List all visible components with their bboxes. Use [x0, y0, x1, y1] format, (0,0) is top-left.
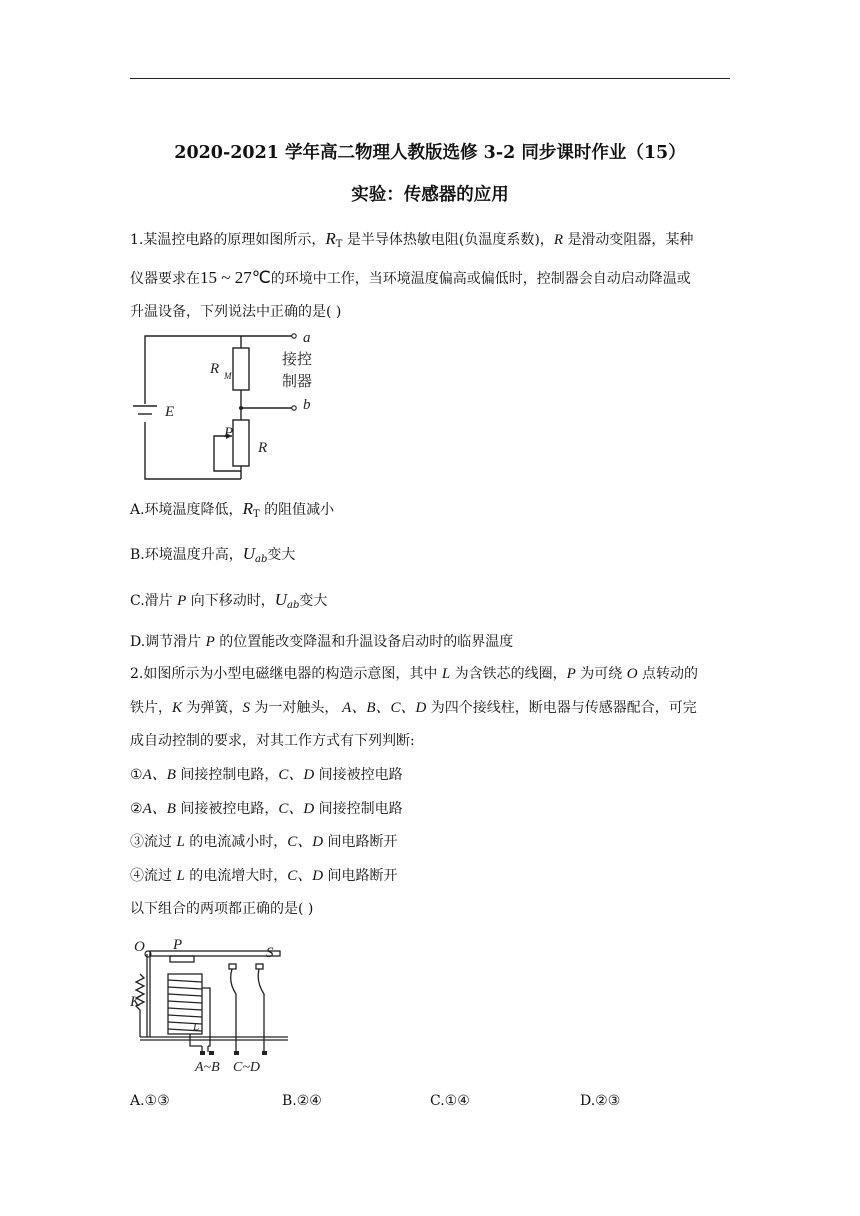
q2-var: A、B、C、D: [338, 700, 427, 716]
q2-line-1: [130, 664, 740, 684]
q1-option-c-text: C.滑片: [130, 593, 178, 609]
q2-line-3: 成自动控制的要求，对其工作方式有下列判断:: [130, 733, 415, 749]
q1-option-d: [130, 632, 740, 652]
label-k: K: [130, 994, 141, 1010]
q1-var-r: R: [325, 229, 336, 248]
label-controller-1: 接控: [282, 350, 313, 368]
q2-s-text: 的电流减小时，: [184, 834, 288, 850]
q2-s-text: 间接被控电路: [314, 767, 403, 783]
q2-line-2: [130, 698, 740, 718]
q2-s-text: 间电路断开: [323, 868, 398, 884]
q1-option-a-text2: 的阻值减小: [264, 502, 335, 518]
label-cd: C~D: [233, 1060, 261, 1075]
q1-line-1: [130, 229, 740, 255]
q2-text: 为可绕: [575, 666, 627, 682]
q1-option-a-var: R: [242, 499, 253, 518]
q1-option-a-text: A.环境温度降低，: [130, 502, 243, 518]
q1-option-a: [130, 499, 740, 525]
q1-text: 是半导体热敏电阻(负温度系数)，: [346, 232, 554, 248]
q1-option-b-text: B.环境温度升高，: [130, 547, 243, 563]
q2-var: S: [242, 700, 250, 716]
q2-relay-figure: [128, 934, 298, 1076]
q2-statement-2: [130, 799, 740, 819]
q2-statement-3: [130, 832, 740, 852]
label-o: O: [134, 939, 145, 955]
q1-option-d-p: P: [205, 634, 215, 650]
q2-text: 为一对触头，: [249, 700, 339, 716]
page-title: 2020-2021 学年高二物理人教版选修 3-2 同步课时作业（15）: [174, 143, 686, 163]
q2-text: 为四个接线柱，断电器与传感器配合，可完: [426, 700, 697, 716]
label-rm: R: [210, 361, 220, 377]
q1-text: 是滑动变阻器，某种: [567, 232, 694, 248]
q2-var: O: [626, 666, 638, 682]
label-r: R: [258, 440, 268, 456]
q2-s-var: L: [176, 868, 185, 884]
q1-option-a-sub: T: [252, 509, 260, 520]
q2-option-d: D.②③: [580, 1093, 621, 1109]
q1-temp-range: 15 ~ 27℃: [200, 268, 271, 287]
q2-statement-4: [130, 866, 740, 886]
q2-text: 点转动的: [637, 666, 698, 682]
label-l: L: [193, 1021, 200, 1033]
terminal-b: [292, 406, 296, 410]
q1-option-c-text3: 变大: [299, 593, 328, 609]
q2-text: 为弹簧，: [182, 700, 243, 716]
q1-option-d-text: D.调节滑片: [130, 634, 206, 650]
q2-option-c: C.①④: [430, 1093, 470, 1109]
q2-statement-1: [130, 765, 740, 785]
q2-var: K: [172, 700, 183, 716]
q2-text: 铁片，: [130, 700, 172, 716]
label-e: E: [165, 404, 175, 420]
q1-option-b-var: U: [242, 544, 256, 563]
q2-text: 2.如图所示为小型电磁继电器的构造示意图，其中: [130, 666, 442, 682]
q2-s-text: 间接被控电路，: [175, 801, 279, 817]
q2-s-text: 间电路断开: [323, 834, 398, 850]
label-controller-2: 制器: [282, 372, 313, 390]
label-s: S: [266, 945, 274, 961]
q2-line-end: 以下组合的两项都正确的是( ): [130, 901, 314, 917]
q2-text: 为含铁芯的线圈，: [450, 666, 567, 682]
q2-s-var: C、D: [278, 801, 315, 817]
label-ab: A~B: [195, 1060, 220, 1075]
q2-option-a: A.①③: [130, 1093, 170, 1109]
q2-s-var: C、D: [287, 868, 324, 884]
q1-var-rr: R: [553, 232, 563, 248]
q2-s-text: 的电流增大时，: [184, 868, 288, 884]
q1-line-3: 升温设备，下列说法中正确的是( ): [130, 304, 342, 320]
q2-s-var: L: [176, 834, 185, 850]
label-p: P: [173, 937, 183, 953]
label-b: b: [303, 397, 311, 413]
label-p: P: [224, 425, 234, 441]
q1-option-c-var: U: [274, 590, 288, 609]
q2-s-var: C、D: [287, 834, 324, 850]
q2-var: L: [441, 666, 451, 682]
q1-option-c-text2: 向下移动时，: [186, 593, 275, 609]
q1-option-c-sub: ab: [287, 600, 300, 611]
q2-var: P: [566, 666, 576, 682]
q2-s-text: 间接控制电路: [314, 801, 403, 817]
q1-circuit-figure: [128, 326, 328, 484]
q1-option-b: [130, 544, 740, 570]
page-subtitle: 实验：传感器的应用: [351, 185, 509, 205]
q1-text: 1.某温控电路的原理如图所示，: [130, 232, 326, 248]
q2-s-var: A、B: [142, 767, 176, 783]
q2-s-num: ②: [130, 801, 143, 817]
label-rm-sub: M: [224, 371, 232, 381]
q1-option-b-sub: ab: [255, 554, 268, 565]
q1-text: 仪器要求在: [130, 271, 200, 287]
q1-option-c-p: P: [177, 593, 187, 609]
q2-option-b: B.②④: [282, 1093, 322, 1109]
q1-var-sub: T: [335, 239, 343, 250]
q2-s-text: ③流过: [130, 834, 177, 850]
q2-s-text: 间接控制电路，: [175, 767, 279, 783]
q2-s-num: ①: [130, 767, 143, 783]
q1-line-2: [130, 268, 740, 289]
q2-s-var: C、D: [278, 767, 315, 783]
q1-option-c: [130, 590, 740, 616]
q1-option-b-text2: 变大: [267, 547, 296, 563]
q1-text: 的环境中工作，当环境温度偏高或偏低时，控制器会自动启动降温或: [270, 271, 691, 287]
q2-s-var: A、B: [142, 801, 176, 817]
label-a: a: [303, 330, 311, 346]
q2-s-text: ④流过: [130, 868, 177, 884]
header-rule: [130, 78, 730, 79]
terminal-a: [292, 334, 296, 338]
q1-option-d-text2: 的位置能改变降温和升温设备启动时的临界温度: [214, 634, 514, 650]
